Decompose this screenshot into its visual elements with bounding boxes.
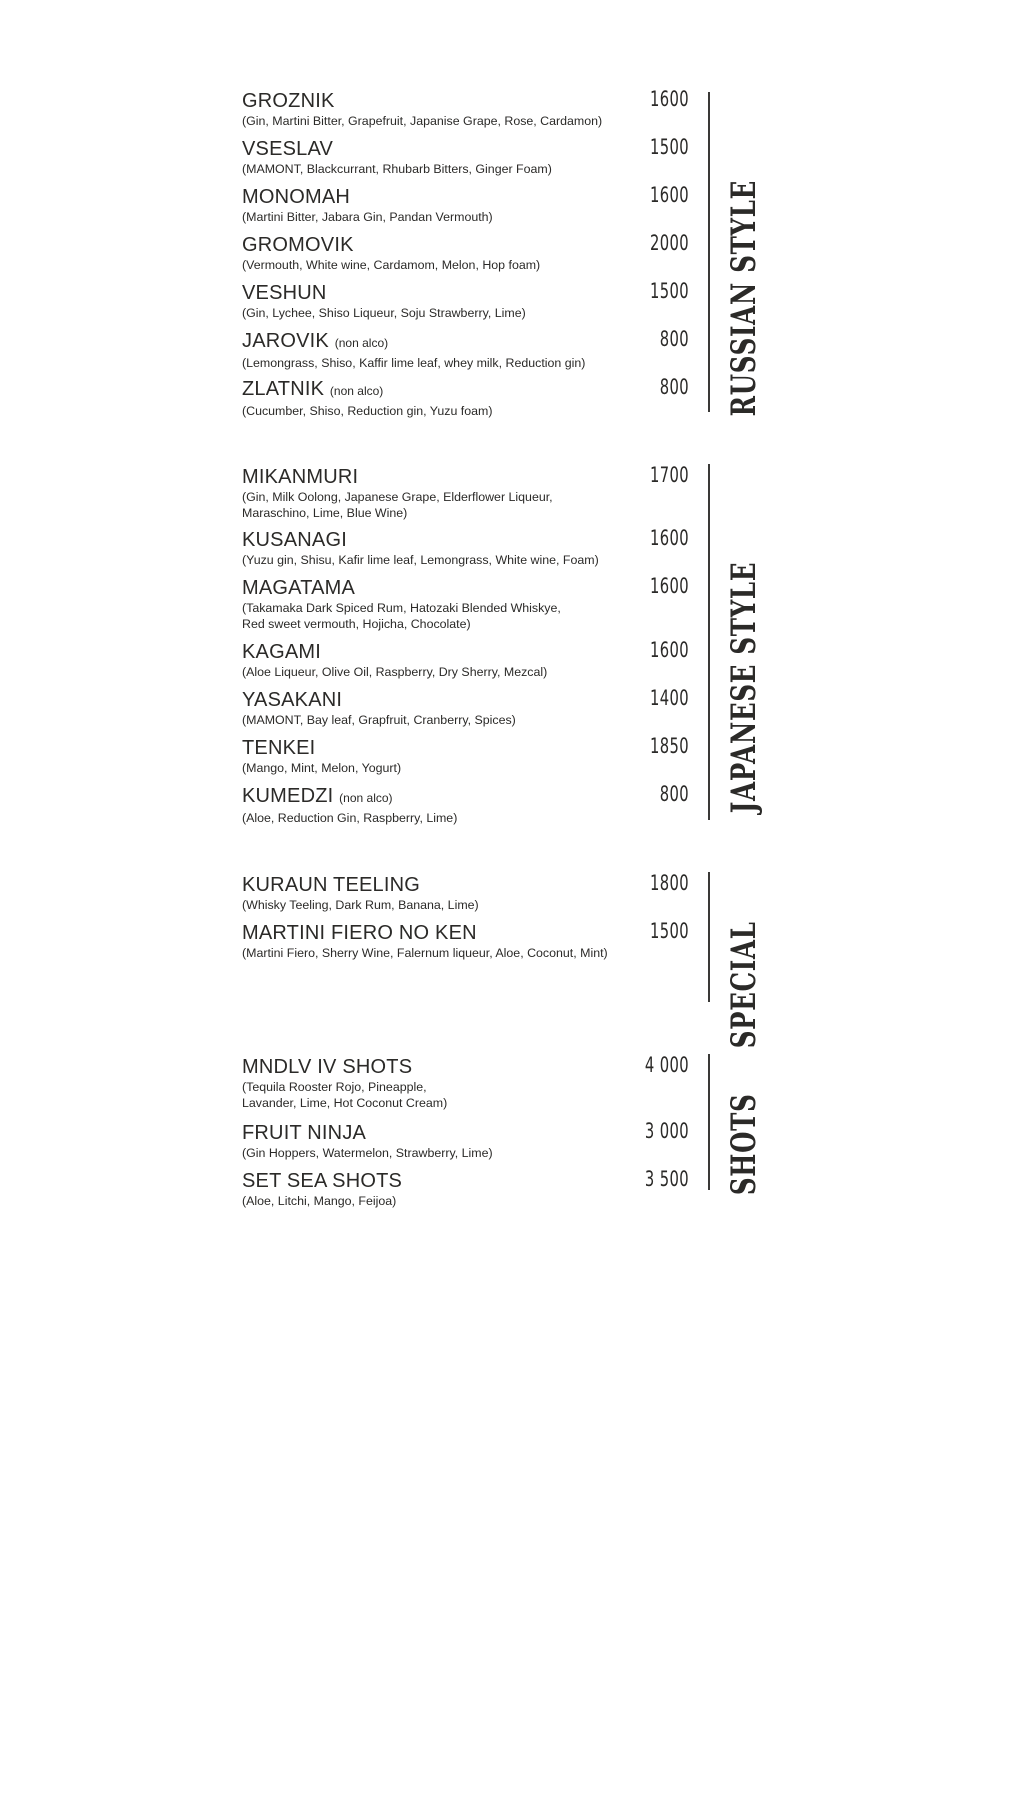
item-description: (Aloe, Litchi, Mango, Feijoa) bbox=[242, 1194, 397, 1208]
item-description: (Mango, Mint, Melon, Yogurt) bbox=[242, 761, 402, 775]
item-description: (Martini Bitter, Jabara Gin, Pandan Vermouth) bbox=[242, 210, 493, 224]
item-price: 1600 bbox=[649, 87, 689, 111]
item-description: (Gin, Lychee, Shiso Liqueur, Soju Strawberry, Lime) bbox=[242, 306, 526, 320]
item-description: (Whisky Teeling, Dark Rum, Banana, Lime) bbox=[242, 898, 479, 912]
item-description: (Aloe, Reduction Gin, Raspberry, Lime) bbox=[242, 811, 458, 825]
item-note: (non alco) bbox=[339, 791, 393, 805]
item-price: 800 bbox=[659, 327, 689, 351]
section-divider bbox=[708, 1054, 710, 1190]
item-name: YASAKANI bbox=[242, 689, 343, 711]
item-name: SET SEA SHOTS bbox=[242, 1170, 403, 1192]
item-name: KUMEDZI (non alco) bbox=[242, 785, 393, 807]
section-special bbox=[242, 871, 782, 1049]
item-description: (Tequila Rooster Rojo, Pineapple, Lavander, Lime, Hot Coconut Cream) bbox=[242, 1080, 448, 1110]
item-name: KURAUN TEELING bbox=[242, 874, 421, 896]
item-name: VSESLAV bbox=[242, 138, 334, 160]
item-name: VESHUN bbox=[242, 282, 327, 304]
item-price: 1500 bbox=[649, 135, 689, 159]
section-shots bbox=[242, 1053, 782, 1208]
item-price: 4 000 bbox=[644, 1053, 689, 1077]
item-description: (Vermouth, White wine, Cardamom, Melon, Hop foam) bbox=[242, 258, 541, 272]
section-divider bbox=[708, 872, 710, 1002]
item-description: (Lemongrass, Shiso, Kaffir lime leaf, whey milk, Reduction gin) bbox=[242, 356, 586, 370]
item-price: 3 500 bbox=[644, 1167, 689, 1191]
item-description: (Cucumber, Shiso, Reduction gin, Yuzu foam) bbox=[242, 404, 493, 418]
item-name: MNDLV IV SHOTS bbox=[242, 1056, 413, 1078]
item-price: 1400 bbox=[649, 686, 689, 710]
item-price: 1500 bbox=[649, 279, 689, 303]
item-price: 3 000 bbox=[644, 1119, 689, 1143]
item-price: 1600 bbox=[649, 526, 689, 550]
item-name: TENKEI bbox=[242, 737, 316, 759]
item-name: MARTINI FIERO NO KEN bbox=[242, 922, 477, 944]
section-divider bbox=[708, 464, 710, 820]
section-title-russian: RUSSIAN STYLE bbox=[724, 179, 764, 417]
item-name: MIKANMURI bbox=[242, 466, 359, 488]
item-price: 1600 bbox=[649, 183, 689, 207]
item-description: (MAMONT, Bay leaf, Grapfruit, Cranberry, Spices) bbox=[242, 713, 516, 727]
item-description: (Gin, Martini Bitter, Grapefruit, Japanise Grape, Rose, Cardamon) bbox=[242, 114, 603, 128]
item-note: (non alco) bbox=[329, 384, 384, 398]
section-russian-style bbox=[242, 88, 782, 418]
section-japanese-style bbox=[242, 464, 782, 824]
section-title-japanese: JAPANESE STYLE bbox=[724, 561, 764, 814]
item-price: 1600 bbox=[649, 574, 689, 598]
item-price: 1500 bbox=[649, 919, 689, 943]
item-note: (non alco) bbox=[334, 336, 389, 350]
item-name: ZLATNIK (non alco) bbox=[242, 378, 384, 400]
item-price: 1600 bbox=[649, 638, 689, 662]
item-description: (Aloe Liqueur, Olive Oil, Raspberry, Dry Sherry, Mezcal) bbox=[242, 665, 548, 679]
item-price: 1700 bbox=[649, 463, 689, 487]
item-description: (MAMONT, Blackcurrant, Rhubarb Bitters, Ginger Foam) bbox=[242, 162, 552, 176]
item-name: KUSANAGI bbox=[242, 529, 347, 551]
item-price: 800 bbox=[659, 782, 689, 806]
item-name: GROMOVIK bbox=[242, 234, 354, 256]
item-name: KAGAMI bbox=[242, 641, 321, 663]
item-name: GROZNIK bbox=[242, 90, 335, 112]
item-name: MONOMAH bbox=[242, 186, 351, 208]
section-title-special: SPECIAL bbox=[724, 921, 764, 1049]
item-name: JAROVIK (non alco) bbox=[242, 330, 389, 352]
item-price: 800 bbox=[659, 375, 689, 399]
item-price: 1850 bbox=[649, 734, 689, 758]
section-divider bbox=[708, 92, 710, 412]
item-description: (Yuzu gin, Shisu, Kafir lime leaf, Lemongrass, White wine, Foam) bbox=[242, 553, 599, 567]
item-description: (Martini Fiero, Sherry Wine, Falernum liqueur, Aloe, Coconut, Mint) bbox=[242, 946, 608, 960]
item-name: FRUIT NINJA bbox=[242, 1122, 367, 1144]
item-description: (Takamaka Dark Spiced Rum, Hatozaki Blended Whiskye, Red sweet vermouth, Hojicha, Chocolate) bbox=[242, 601, 561, 631]
item-price: 1800 bbox=[649, 871, 689, 895]
item-description: (Gin, Milk Oolong, Japanese Grape, Elderflower Liqueur, Maraschino, Lime, Blue Wine) bbox=[242, 490, 553, 520]
item-name: MAGATAMA bbox=[242, 577, 356, 599]
section-title-shots: SHOTS bbox=[724, 1093, 764, 1196]
item-description: (Gin Hoppers, Watermelon, Strawberry, Lime) bbox=[242, 1146, 493, 1160]
item-price: 2000 bbox=[649, 231, 689, 255]
